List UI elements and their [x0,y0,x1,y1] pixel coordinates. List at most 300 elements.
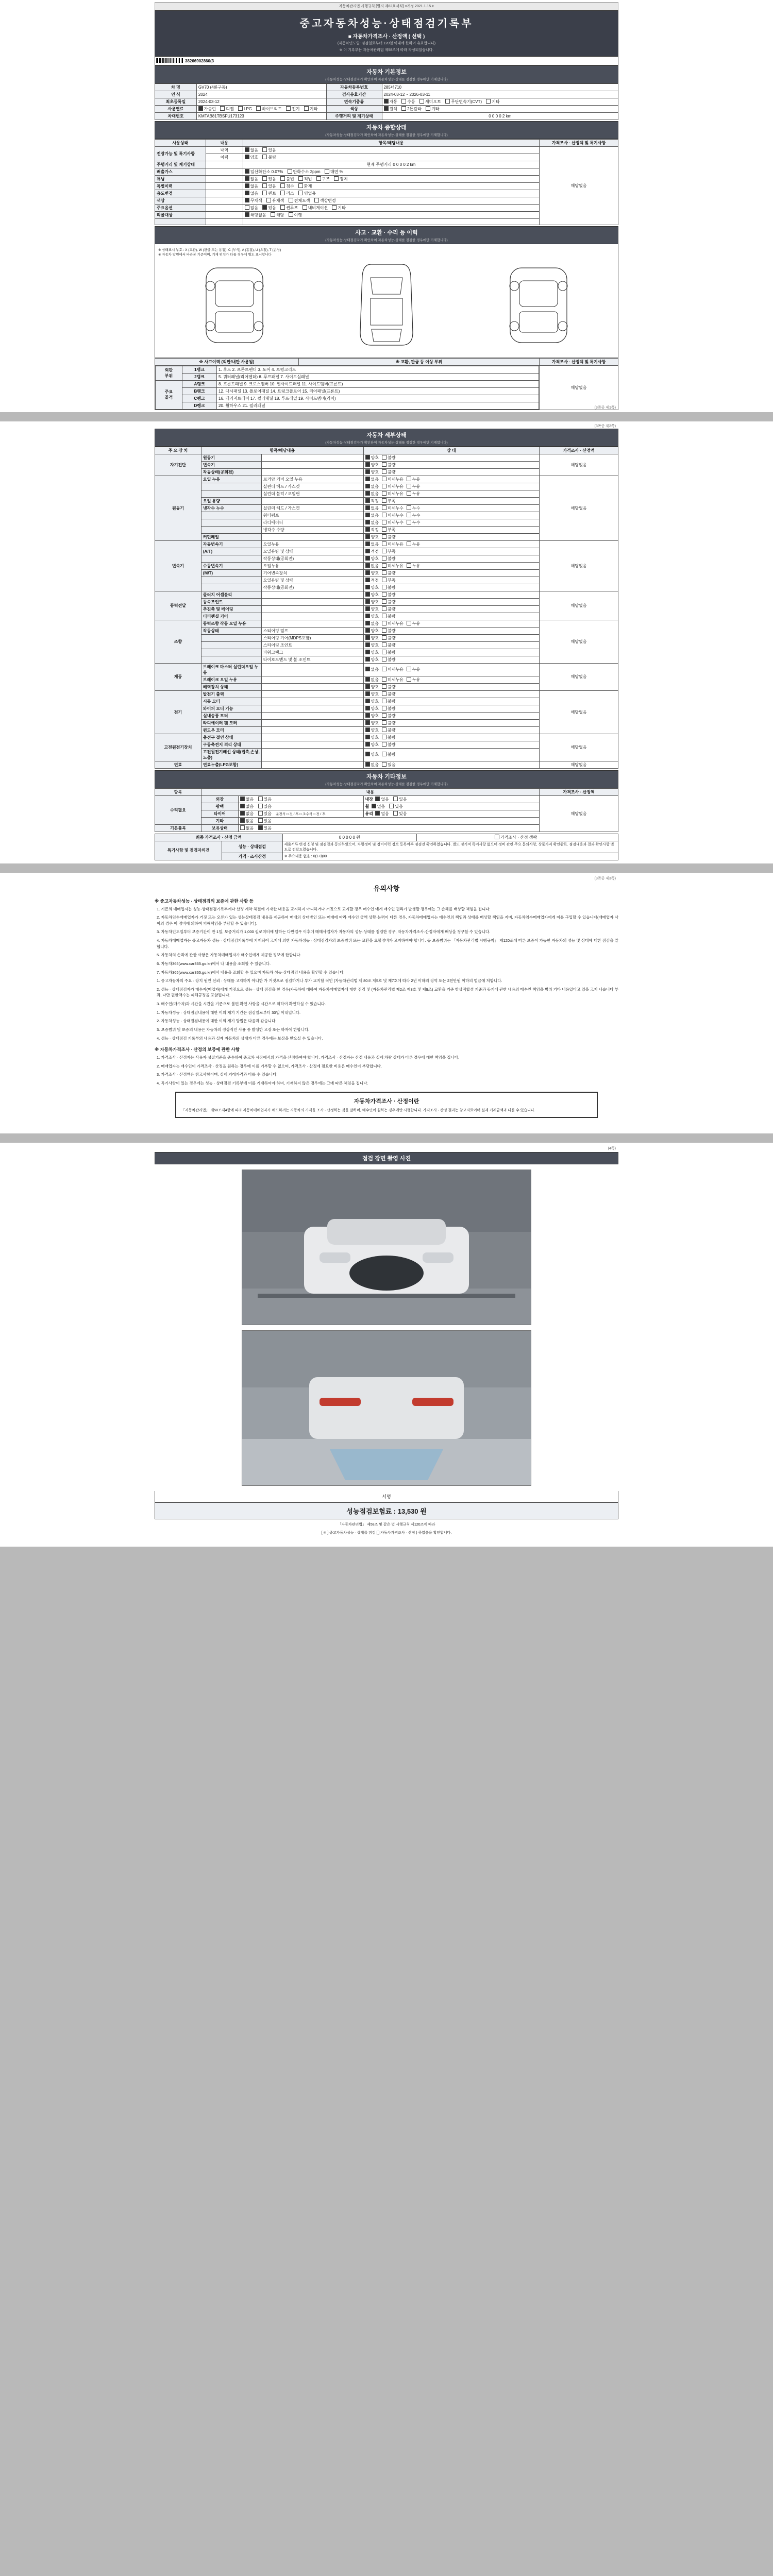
checkbox-recall-yes[interactable]: 해당 [271,212,284,218]
checkbox-불량[interactable]: 불량 [382,585,395,590]
checkbox-불량[interactable]: 불량 [382,455,395,461]
checkbox-부족[interactable]: 부족 [382,549,395,554]
checkbox-icon [382,650,386,654]
checkbox-icon [382,752,386,756]
checkbox-color-none[interactable]: 무채색 [245,198,262,204]
checkbox-polish-yes[interactable]: 있음 [258,804,272,809]
detail-sub-label: 동력조향 작동 오일 누유 [201,620,261,627]
notice-item: 2. 매매업자는 매수인이 가격조사 · 산정을 원하는 경우에 이를 거부할 수 없으며, 가격조사 · 산정에 필요한 비용은 매수인이 부담합니다. [157,1063,382,1069]
checkbox-icon [238,106,243,111]
checkbox-color-changed[interactable]: 색상변경 [314,198,336,204]
detail-sub2-label [261,676,363,683]
checkbox-opt-none[interactable]: 없음 [245,205,258,211]
checkbox-불량[interactable]: 불량 [382,742,395,748]
checkbox-누유[interactable]: 누유 [407,491,420,497]
checkbox-양호[interactable]: 양호 [365,606,379,612]
detail-sub2-label: 기어변속장치 [261,569,363,577]
checkbox-color-two-tone[interactable]: 2톤칼라 [401,106,422,112]
detail-sub2-label [261,748,363,761]
checkbox-적정[interactable]: 적정 [365,578,379,583]
checkbox-부족[interactable]: 부족 [382,578,395,583]
checkbox-icon [375,796,380,801]
checkbox-미세누유[interactable]: 미세누유 [382,667,404,672]
section-overall-note: (자동차성능·상태점검자가 확인하여 자동차성능·상태를 점검한 경우에만 기재합니다) [325,133,448,137]
sub-polish: 광택 [201,803,238,810]
checkbox-icon [486,99,491,104]
checkbox-opt-yes[interactable]: 있음 [262,205,276,211]
rank-a-items: 8. 프론트패널 9. 크로스멤버 10. 인사이드패널 11. 사이드멤버(프론트) [217,380,539,387]
col-other-content: 내용 [201,788,539,795]
checkbox-누수[interactable]: 누수 [407,505,420,511]
checkbox-transmission-etc[interactable]: 기타 [486,99,499,105]
checkbox-color-full-paint[interactable]: 전체도색 [289,198,310,204]
checkbox-interior-yes[interactable]: 있음 [393,796,407,802]
checkbox-wheel-none[interactable]: 없음 [372,804,385,809]
checkbox-없음[interactable]: 없음 [365,563,379,569]
checkbox-tire-yes[interactable]: 있음 [258,811,272,817]
section-detail-title: 자동차 세부상태 [366,432,407,438]
checkbox-color-etc[interactable]: 기타 [426,106,439,112]
checkbox-tuning-yes[interactable]: 있음 [262,176,276,182]
sub-etc: 기타 [201,817,238,824]
sub-tire: 타이어 [201,810,238,817]
checkbox-누수[interactable]: 누수 [407,520,420,526]
row-detail-options [243,204,539,211]
checkbox-양호[interactable]: 양호 [365,556,379,562]
checkbox-누유[interactable]: 누유 [407,677,420,683]
checkbox-fuel-diesel[interactable]: 디젤 [220,106,233,112]
checkbox-있음[interactable]: 있음 [382,762,395,768]
checkbox-co[interactable]: 일산화탄소 0.07% [245,169,283,175]
checkbox-fuel-gasoline[interactable]: 가솔린 [198,106,216,112]
checkbox-양호[interactable]: 양호 [365,469,379,475]
checkbox-미세누유[interactable]: 미세누유 [382,477,404,482]
detail-sub-label: 클러치 어셈블리 [201,591,261,598]
notice-item: 1. 가격조사 · 산정자는 사용자 성질기준을 준수하여 중고차 시장에서의 가격을 산정하여야 합니다. 가격조사 · 산정자는 산정 내용과 실제 차량 상태가 다른 경우에 대한 책임을 집니다. [157,1055,460,1060]
checkbox-양호[interactable]: 양호 [365,699,379,704]
detail-sub-label [201,555,261,562]
checkbox-불량[interactable]: 불량 [382,713,395,719]
checkbox-불량[interactable]: 불량 [382,657,395,663]
page-number-4: (4쪽) [608,1146,616,1150]
checkbox-없음[interactable]: 없음 [365,677,379,683]
checkbox-양호[interactable]: 양호 [365,570,379,576]
value-wheel [363,803,540,810]
checkbox-없음[interactable]: 없음 [365,477,379,482]
detail-state-cell [363,719,540,726]
checkbox-부족[interactable]: 부족 [382,498,395,504]
checkbox-use-none[interactable]: 없음 [245,191,258,196]
checkbox-exterior-none[interactable]: 없음 [240,796,254,802]
checkbox-icon [365,706,370,710]
row-detail-special [243,182,539,190]
checkbox-icon [407,484,411,488]
checkbox-fuel-etc[interactable]: 기타 [304,106,317,112]
checkbox-icon [365,691,370,696]
checkbox-price-omit[interactable] [495,835,537,840]
accident-price-note: 해당없음 [540,365,618,410]
checkbox-tuning-illegal[interactable]: 불법 [280,176,294,182]
price-omit-label: 가격조사 · 산정 생략 [500,835,537,840]
checkbox-양호[interactable]: 양호 [365,720,379,726]
checkbox-opt-sunroof[interactable]: 썬루프 [280,205,298,211]
checkbox-양호[interactable]: 양호 [365,742,379,748]
detail-sub-label [201,490,261,497]
checkbox-icon [365,667,370,671]
checkbox-불량[interactable]: 불량 [382,727,395,733]
detail-sub2-label [261,605,363,613]
checkbox-불량[interactable]: 불량 [382,642,395,648]
section-detail-band [155,429,618,447]
checkbox-icon [365,498,370,503]
detail-sub2-label [261,705,363,712]
checkbox-icon [426,106,430,111]
checkbox-불량[interactable]: 불량 [382,469,395,475]
detail-group-label: 변속기 [155,540,201,591]
checkbox-icon [382,455,386,460]
checkbox-미세누유[interactable]: 미세누유 [382,677,404,683]
col-accident-history: ※ 사고이력 (외판/내판 사용됨) [155,358,299,365]
checkbox-etc-yes[interactable]: 있음 [258,818,272,824]
checkbox-양호[interactable]: 양호 [365,614,379,619]
detail-sub2-label: 실린더 헤드 / 가스켓 [261,483,363,490]
checkbox-hc[interactable]: 탄화수소 2ppm [288,169,321,175]
checkbox-불량[interactable]: 불량 [382,699,395,704]
notice-item: 5. 자동차의 손괴에 관한 사항은 자동차매매업자가 매수인에게 제공한 정보에 한합니다. [157,953,301,958]
checkbox-icon [365,628,370,633]
checkbox-적정[interactable]: 적정 [365,527,379,533]
checkbox-미세누유[interactable]: 미세누유 [382,484,404,489]
label-year: 연 식 [155,91,197,98]
checkbox-불량[interactable]: 불량 [382,614,395,619]
sheet-2 [0,421,773,863]
checkbox-미세누유[interactable]: 미세누유 [382,491,404,497]
value-fuel [196,105,326,112]
table-row [156,395,539,402]
table-row [155,476,618,483]
table-row [155,98,618,105]
checkbox-없음[interactable]: 없음 [365,520,379,526]
checkbox-양호[interactable]: 양호 [365,585,379,590]
checkbox-불량[interactable]: 불량 [382,684,395,690]
detail-state-cell [363,605,540,613]
rank-a: A랭크 [182,380,217,387]
checkbox-없음[interactable]: 없음 [365,505,379,511]
checkbox-opt-nav[interactable]: 내비게이션 [303,205,328,211]
checkbox-fuel-lpg[interactable]: LPG [238,106,252,111]
detail-state-cell [363,690,540,698]
table-row [155,365,618,410]
table-row [155,841,618,853]
checkbox-theft2-bad[interactable]: 불량 [262,155,276,160]
detail-price-note: 해당없음 [540,620,618,663]
checkbox-양호[interactable]: 양호 [365,455,379,461]
sub-wheel: 휠 [365,804,369,809]
table-row [156,366,539,373]
checkbox-양호[interactable]: 양호 [365,657,379,663]
checkbox-transmission-semi[interactable]: 세미오토 [419,99,441,105]
price-omit-checkbox-cell[interactable] [417,834,618,841]
checkbox-icon [271,212,275,217]
checkbox-polish-none[interactable]: 없음 [240,804,254,809]
detail-state-cell [363,526,540,533]
checkbox-없음[interactable]: 없음 [365,762,379,768]
checkbox-holding-yes[interactable]: 있음 [258,825,272,831]
rank-c-items: 16. 패키지트레이 17. 필러패널 18. 루프레일 19. 사이드멤버(리어) [217,395,539,402]
checkbox-없음[interactable]: 없음 [365,621,379,626]
sub-performance: 성능 · 상태점검 [222,841,282,853]
title-block [155,10,618,57]
checkbox-양호[interactable]: 양호 [365,462,379,468]
checkbox-누유[interactable]: 누유 [407,667,420,672]
checkbox-recall-na[interactable]: 해당없음 [245,212,266,218]
checkbox-recall-done[interactable]: 이행 [289,212,302,218]
detail-sub2-label [261,683,363,690]
checkbox-glass-yes[interactable]: 있음 [393,811,407,817]
checkbox-transmission-auto[interactable]: 자동 [384,99,397,105]
detail-sub2-label [261,690,363,698]
detail-sub-label: 연료누출(LPG포함) [201,761,261,768]
checkbox-tire-none[interactable]: 없음 [240,811,254,817]
checkbox-color-chromatic[interactable]: 유채색 [266,198,284,204]
detail-group-label: 원동기 [155,476,201,540]
checkbox-불량[interactable]: 불량 [382,635,395,641]
checkbox-exterior-yes[interactable]: 있음 [258,796,272,802]
detail-sub-label [201,577,261,584]
detail-state-cell [363,620,540,627]
detail-sub-label: 원동기 [201,454,261,461]
detail-sub-label [201,584,261,591]
checkbox-미세누유[interactable]: 미세누유 [382,541,404,547]
checkbox-불량[interactable]: 불량 [382,691,395,697]
checkbox-누유[interactable]: 누유 [407,563,420,569]
checkbox-양호[interactable]: 양호 [365,691,379,697]
checkbox-icon [280,205,285,210]
checkbox-etc-none[interactable]: 없음 [240,818,254,824]
checkbox-양호[interactable]: 양호 [365,713,379,719]
label-reg-no: 자동차등록번호 [326,83,382,91]
checkbox-불량[interactable]: 불량 [382,720,395,726]
checkbox-양호[interactable]: 양호 [365,592,379,598]
checkbox-양호[interactable]: 양호 [365,650,379,655]
detail-sub2-label [261,598,363,605]
table-row [156,402,539,409]
checkbox-불량[interactable]: 불량 [382,628,395,634]
row-content-emission [206,168,243,175]
checkbox-icon [382,621,386,625]
checkbox-icon [298,176,303,181]
checkbox-양호[interactable]: 양호 [365,727,379,733]
checkbox-theft-yes[interactable]: 있음 [262,147,276,153]
checkbox-transmission-cvt[interactable]: 무단변속기(CVT) [445,99,482,105]
checkbox-glass-none[interactable]: 없음 [375,811,389,817]
checkbox-theft-none[interactable]: 없음 [245,147,258,153]
checkbox-미세누수[interactable]: 미세누수 [382,513,404,518]
detail-sub2-label: 오일유량 및 상태 [261,577,363,584]
notice-section-1-head: ※ 중고자동차성능 · 상태점검의 보증에 관한 사항 등 [155,898,254,904]
checkbox-불량[interactable]: 불량 [382,650,395,655]
checkbox-holding-none[interactable]: 없음 [240,825,254,831]
checkbox-tuning-structure[interactable]: 구조 [316,176,330,182]
detail-sub-label [201,641,261,649]
page-number-3: (3쪽중 제3쪽) [594,876,616,880]
checkbox-양호[interactable]: 양호 [365,735,379,740]
notice-item: 3. 매수인(매수자)과 시간을 시간을 기준으로 불편 확인 사항을 시간으로 위하여 확인하실 수 있습니다. [157,1002,326,1007]
checkbox-양호[interactable]: 양호 [365,534,379,540]
detail-sub-label: 자동변속기 [201,540,261,548]
value-etc [238,817,539,824]
checkbox-양호[interactable]: 양호 [365,642,379,648]
checkbox-누유[interactable]: 누유 [407,541,420,547]
detail-sub2-label [261,734,363,741]
notice-item: 7. 자동차365(www.car365.go.kr)에서 내용을 조회할 수 있으며 자동차 성능·상태점검 내용을 확인할 수 있습니다. [157,970,345,975]
checkbox-불량[interactable]: 불량 [382,556,395,562]
checkbox-icon [382,541,386,546]
checkbox-없음[interactable]: 없음 [365,491,379,497]
checkbox-icon [262,191,267,195]
checkbox-불량[interactable]: 불량 [382,534,395,540]
checkbox-누유[interactable]: 누유 [407,484,420,489]
notice-item: 6. 자동차365(www.car365.go.kr)에서 나 내용을 조회할 수 있습니다. [157,961,271,966]
checkbox-미세누수[interactable]: 미세누수 [382,520,404,526]
value-year: 2024 [196,91,326,98]
checkbox-불량[interactable]: 불량 [382,599,395,605]
row-detail-mileage: 현재 주행거리 0 0 0 0 2 km [243,161,539,168]
fee-row [155,1502,618,1519]
checkbox-icon [382,727,386,732]
photo-rear [242,1330,531,1486]
checkbox-icon [280,183,285,188]
checkbox-양호[interactable]: 양호 [365,599,379,605]
checkbox-use-rent[interactable]: 렌트 [262,191,276,196]
table-header-row [155,358,618,365]
checkbox-use-lease[interactable]: 리스 [280,191,294,196]
detail-sub2-label: 오일누유 [261,562,363,569]
checkbox-미세누수[interactable]: 미세누수 [382,505,404,511]
checkbox-wheel-yes[interactable]: 있음 [389,804,402,809]
checkbox-icon [382,606,386,611]
checkbox-양호[interactable]: 양호 [365,635,379,641]
row-content-tuning [206,175,243,182]
overall-state-table [155,139,618,225]
detail-state-cell [363,461,540,468]
checkbox-icon [407,505,411,510]
checkbox-불량[interactable]: 불량 [382,570,395,576]
detail-state-cell [363,512,540,519]
checkbox-icon [382,527,386,532]
checkbox-미세누유[interactable]: 미세누유 [382,621,404,626]
detail-sub2-label [261,533,363,540]
checkbox-icon [365,592,370,597]
checkbox-누수[interactable]: 누수 [407,513,420,518]
checkbox-불량[interactable]: 불량 [382,735,395,740]
detail-state-cell [363,656,540,663]
checkbox-icon [382,599,386,604]
checkbox-불량[interactable]: 불량 [382,752,395,757]
checkbox-special-fire[interactable]: 화재 [298,183,312,189]
detail-state-cell [363,641,540,649]
checkbox-icon [365,513,370,517]
detail-sub2-label: 실린더 블럭 / 오일팬 [261,490,363,497]
page-subnote-1: (자동차인도일: 점검일로부터 120일 이내에 한하여 유효합니다) [337,42,436,45]
value-insp-period: 2024-03-12 ~ 2026-03-11 [382,91,618,98]
checkbox-special-yes[interactable]: 있음 [262,183,276,189]
col-content: 내용 [206,139,243,146]
checkbox-미세누유[interactable]: 미세누유 [382,563,404,569]
checkbox-transmission-manual[interactable]: 수동 [401,99,415,105]
checkbox-tuning-device[interactable]: 장치 [334,176,347,182]
checkbox-special-none[interactable]: 없음 [245,183,258,189]
checkbox-없음[interactable]: 없음 [365,513,379,518]
checkbox-누유[interactable]: 누유 [407,477,420,482]
checkbox-양호[interactable]: 양호 [365,684,379,690]
checkbox-불량[interactable]: 불량 [382,592,395,598]
detail-sub-label: 고전원전기배선 상태(접촉,손상,노출) [201,748,261,761]
checkbox-icon [382,684,386,689]
checkbox-interior-none[interactable]: 없음 [375,796,389,802]
checkbox-불량[interactable]: 불량 [382,606,395,612]
detail-sub2-label: 스티어링 펌프 [261,627,363,634]
checkbox-theft2-none[interactable]: 양호 [245,155,258,160]
checkbox-tuning-legal[interactable]: 적법 [298,176,312,182]
checkbox-icon [365,469,370,474]
checkbox-icon [332,205,337,210]
value-polish [238,803,363,810]
checkbox-불량[interactable]: 불량 [382,706,395,711]
other-info-table [155,788,618,832]
checkbox-icon [382,677,386,682]
checkbox-tuning-none[interactable]: 없음 [245,176,258,182]
checkbox-use-biz[interactable]: 영업용 [298,191,316,196]
col-other-item: 항목 [155,788,201,795]
checkbox-불량[interactable]: 불량 [382,462,395,468]
detail-state-cell [363,504,540,512]
checkbox-없음[interactable]: 없음 [365,667,379,672]
fee-label: 성능점검보험료 : [346,1507,396,1515]
label-insp-period: 검사유효기간 [326,91,382,98]
checkbox-적정[interactable]: 적정 [365,549,379,554]
section-other-title: 자동차 기타정보 [366,773,407,780]
checkbox-양호[interactable]: 양호 [365,628,379,634]
checkbox-icon [407,513,411,517]
detail-price-note: 해당없음 [540,734,618,761]
row-content-special [206,182,243,190]
checkbox-icon [389,804,394,808]
checkbox-없음[interactable]: 없음 [365,541,379,547]
footer-note-1: 「자동차관리법」 제58조 및 같은 법 시행규칙 제120조에 따라 [338,1522,435,1527]
detail-group-label: 자기진단 [155,454,201,476]
checkbox-smoke[interactable]: 매연 % [325,169,343,175]
detail-price-note: 해당없음 [540,663,618,690]
checkbox-부족[interactable]: 부족 [382,527,395,533]
checkbox-누유[interactable]: 누유 [407,621,420,626]
table-row [155,105,618,112]
detail-group-label: 고전원전기장치 [155,734,201,761]
row-detail-blank [243,218,539,225]
checkbox-icon [256,106,261,111]
checkbox-없음[interactable]: 없음 [365,484,379,489]
checkbox-양호[interactable]: 양호 [365,752,379,757]
checkbox-icon [382,628,386,633]
detail-sub-label: 충전구 절연 상태 [201,734,261,741]
checkbox-special-flood[interactable]: 침수 [280,183,294,189]
checkbox-적정[interactable]: 적정 [365,498,379,504]
checkbox-opt-etc[interactable]: 기타 [332,205,345,211]
checkbox-fuel-electric[interactable]: 전기 [286,106,299,112]
checkbox-color-solid[interactable]: 원색 [384,106,397,112]
checkbox-양호[interactable]: 양호 [365,706,379,711]
checkbox-fuel-hybrid[interactable]: 하이브리드 [256,106,282,112]
